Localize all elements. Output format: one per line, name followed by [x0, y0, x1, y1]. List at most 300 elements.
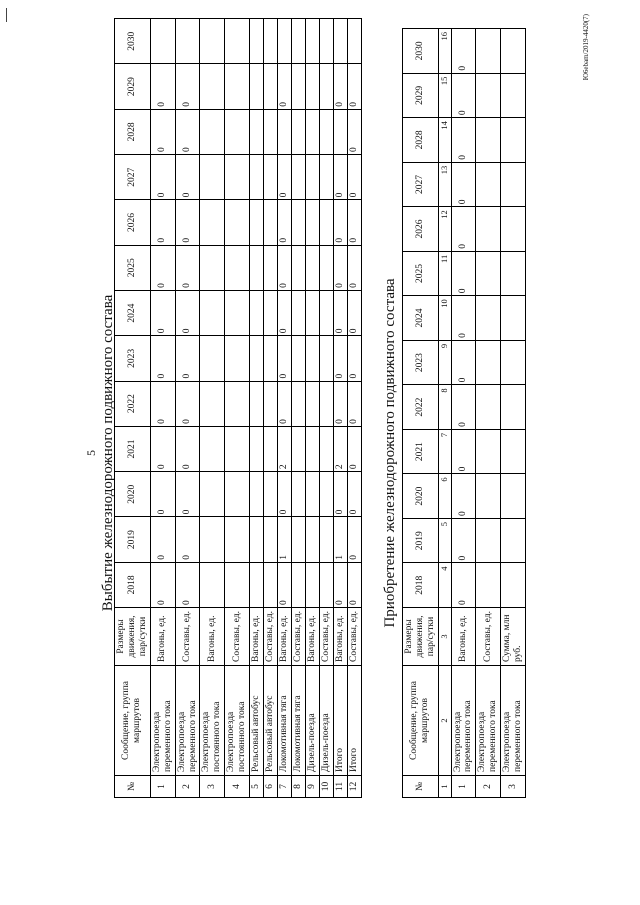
value-cell — [305, 381, 319, 426]
value-cell: 0 — [175, 471, 200, 516]
year-header: 2024 — [115, 290, 151, 335]
value-cell — [264, 109, 278, 154]
value-cell: 0 — [347, 199, 361, 244]
row-unit: Вагоны, ед. — [277, 607, 291, 665]
column-index: 15 — [438, 73, 451, 118]
value-cell — [319, 154, 333, 199]
value-cell: 0 — [333, 154, 347, 199]
year-header: 2018 — [403, 562, 439, 607]
value-cell — [200, 381, 225, 426]
value-cell — [501, 28, 526, 73]
value-cell — [476, 162, 501, 207]
value-cell — [319, 18, 333, 63]
value-cell: 0 — [150, 426, 175, 471]
value-cell — [476, 206, 501, 251]
row-number: 1 — [451, 775, 476, 797]
row-unit: Вагоны, ед. — [150, 607, 175, 665]
value-cell — [200, 516, 225, 561]
value-cell — [305, 426, 319, 471]
row-unit: Составы, ед. — [225, 607, 250, 665]
row-number: 1 — [150, 775, 175, 797]
value-cell: 0 — [451, 162, 476, 207]
value-cell: 2 — [333, 426, 347, 471]
column-index: 11 — [438, 251, 451, 296]
value-cell — [225, 562, 250, 607]
value-cell — [250, 63, 264, 108]
table-row — [150, 18, 175, 797]
value-cell — [200, 18, 225, 63]
row-number: 3 — [200, 775, 225, 797]
value-cell — [264, 426, 278, 471]
row-unit: Вагоны, ед. — [451, 607, 476, 665]
value-cell: 0 — [277, 245, 291, 290]
value-cell: 0 — [347, 471, 361, 516]
value-cell — [319, 63, 333, 108]
value-cell — [319, 109, 333, 154]
value-cell — [250, 335, 264, 380]
col-group: Сообщение, группа маршрутов — [115, 665, 151, 775]
table-row — [200, 18, 225, 797]
col-no: № — [403, 775, 439, 797]
value-cell: 0 — [333, 290, 347, 335]
year-header: 2021 — [403, 429, 439, 474]
value-cell: 0 — [150, 290, 175, 335]
row-group: Итого — [333, 665, 347, 775]
row-unit: Составы, ед. — [264, 607, 278, 665]
value-cell — [501, 518, 526, 563]
column-index: 6 — [438, 473, 451, 518]
year-header: 2025 — [115, 245, 151, 290]
margin-mark — [6, 8, 7, 22]
year-header: 2024 — [403, 295, 439, 340]
value-cell: 0 — [451, 28, 476, 73]
value-cell: 0 — [150, 562, 175, 607]
value-cell: 0 — [277, 154, 291, 199]
value-cell — [501, 295, 526, 340]
row-group: Дизель-поезда — [305, 665, 319, 775]
value-cell: 0 — [175, 109, 200, 154]
value-cell: 0 — [150, 63, 175, 108]
value-cell — [291, 562, 305, 607]
row-unit: Вагоны, ед. — [305, 607, 319, 665]
value-cell — [291, 290, 305, 335]
value-cell: 0 — [451, 384, 476, 429]
row-number: 3 — [501, 775, 526, 797]
value-cell — [305, 109, 319, 154]
value-cell — [277, 18, 291, 63]
value-cell — [476, 73, 501, 118]
value-cell — [250, 109, 264, 154]
value-cell — [476, 562, 501, 607]
value-cell — [319, 471, 333, 516]
value-cell: 0 — [150, 199, 175, 244]
row-unit: Сумма, млн руб. — [501, 607, 526, 665]
value-cell — [250, 471, 264, 516]
table-row — [291, 18, 305, 797]
value-cell — [501, 251, 526, 296]
value-cell — [250, 18, 264, 63]
value-cell: 0 — [347, 109, 361, 154]
value-cell — [305, 245, 319, 290]
year-header: 2023 — [403, 340, 439, 385]
row-group: Электропоезда переменного тока — [150, 665, 175, 775]
table-row — [277, 18, 291, 797]
year-header: 2025 — [403, 251, 439, 296]
value-cell — [501, 562, 526, 607]
row-group: Электропоезда переменного тока — [476, 665, 501, 775]
value-cell: 0 — [150, 154, 175, 199]
value-cell — [150, 18, 175, 63]
col-no: № — [115, 775, 151, 797]
value-cell — [476, 117, 501, 162]
value-cell — [476, 251, 501, 296]
row-group: Рельсовый автобус — [264, 665, 278, 775]
value-cell — [225, 199, 250, 244]
value-cell: 0 — [333, 471, 347, 516]
row-number: 5 — [250, 775, 264, 797]
table-row — [319, 18, 333, 797]
year-header: 2027 — [403, 162, 439, 207]
year-header: 2020 — [403, 473, 439, 518]
value-cell: 2 — [277, 426, 291, 471]
value-cell — [319, 562, 333, 607]
value-cell: 0 — [175, 154, 200, 199]
value-cell — [225, 426, 250, 471]
value-cell — [225, 290, 250, 335]
value-cell — [225, 245, 250, 290]
value-cell — [305, 63, 319, 108]
row-unit: Составы, ед. — [347, 607, 361, 665]
col-size: Размеры движения, пар/сутки — [403, 607, 439, 665]
value-cell — [225, 154, 250, 199]
table-row — [225, 18, 250, 797]
col-group: Сообщение, группа маршрутов — [403, 665, 439, 775]
value-cell — [305, 290, 319, 335]
table-row — [347, 18, 361, 797]
value-cell: 0 — [347, 335, 361, 380]
column-index: 5 — [438, 518, 451, 563]
table-row — [175, 18, 200, 797]
year-header: 2018 — [115, 562, 151, 607]
value-cell: 1 — [277, 516, 291, 561]
value-cell — [264, 471, 278, 516]
row-group: Электропоезда постоянного тока — [225, 665, 250, 775]
value-cell — [225, 109, 250, 154]
value-cell: 0 — [175, 381, 200, 426]
value-cell: 0 — [333, 63, 347, 108]
value-cell — [501, 206, 526, 251]
row-number: 4 — [225, 775, 250, 797]
value-cell: 0 — [175, 63, 200, 108]
value-cell — [501, 162, 526, 207]
page-number: 5 — [84, 449, 98, 456]
value-cell — [319, 381, 333, 426]
value-cell — [250, 381, 264, 426]
value-cell — [200, 109, 225, 154]
value-cell: 0 — [333, 199, 347, 244]
value-cell — [264, 290, 278, 335]
value-cell — [476, 429, 501, 474]
value-cell — [264, 381, 278, 426]
value-cell: 0 — [451, 518, 476, 563]
column-index: 14 — [438, 117, 451, 162]
value-cell — [225, 381, 250, 426]
value-cell: 0 — [451, 251, 476, 296]
year-header: 2030 — [115, 18, 151, 63]
column-index: 1 — [438, 775, 451, 797]
column-index: 8 — [438, 384, 451, 429]
value-cell: 0 — [333, 562, 347, 607]
value-cell — [264, 516, 278, 561]
value-cell: 0 — [347, 290, 361, 335]
value-cell: 0 — [347, 154, 361, 199]
value-cell — [250, 199, 264, 244]
table-row — [250, 18, 264, 797]
year-header: 2023 — [115, 335, 151, 380]
value-cell — [501, 340, 526, 385]
col-size: Размеры движения, пар/сутки — [115, 607, 151, 665]
value-cell — [476, 28, 501, 73]
column-index: 16 — [438, 28, 451, 73]
row-group: Локомотивная тяга — [291, 665, 305, 775]
year-header: 2022 — [403, 384, 439, 429]
value-cell — [476, 384, 501, 429]
year-header: 2030 — [403, 28, 439, 73]
value-cell — [250, 562, 264, 607]
value-cell — [225, 516, 250, 561]
value-cell: 0 — [347, 63, 361, 108]
year-header: 2026 — [403, 206, 439, 251]
value-cell: 0 — [277, 290, 291, 335]
value-cell: 0 — [333, 245, 347, 290]
row-group: Электропоезда переменного тока — [175, 665, 200, 775]
value-cell — [501, 473, 526, 518]
value-cell: 0 — [150, 381, 175, 426]
year-header: 2028 — [403, 117, 439, 162]
value-cell: 0 — [451, 73, 476, 118]
value-cell — [291, 109, 305, 154]
value-cell — [250, 290, 264, 335]
value-cell — [501, 117, 526, 162]
value-cell — [291, 63, 305, 108]
value-cell: 0 — [451, 295, 476, 340]
value-cell: 0 — [277, 381, 291, 426]
value-cell — [291, 516, 305, 561]
value-cell: 0 — [150, 516, 175, 561]
value-cell — [476, 340, 501, 385]
row-group: Итого — [347, 665, 361, 775]
year-header: 2020 — [115, 471, 151, 516]
value-cell — [277, 109, 291, 154]
value-cell — [501, 429, 526, 474]
value-cell — [225, 18, 250, 63]
row-group: Электропоезда переменного тока — [451, 665, 476, 775]
table-row — [501, 28, 526, 797]
running-header: Ю6ebam/2019-4420(7) — [582, 13, 590, 80]
value-cell: 0 — [175, 199, 200, 244]
value-cell — [291, 426, 305, 471]
value-cell — [250, 245, 264, 290]
year-header: 2029 — [403, 73, 439, 118]
row-unit: Составы, ед. — [319, 607, 333, 665]
value-cell: 0 — [150, 245, 175, 290]
value-cell: 0 — [451, 117, 476, 162]
value-cell — [264, 335, 278, 380]
value-cell — [305, 18, 319, 63]
year-header: 2029 — [115, 63, 151, 108]
value-cell: 0 — [175, 335, 200, 380]
value-cell — [264, 199, 278, 244]
value-cell — [175, 18, 200, 63]
value-cell — [319, 290, 333, 335]
value-cell — [264, 562, 278, 607]
row-unit: Составы, ед. — [476, 607, 501, 665]
row-number: 12 — [347, 775, 361, 797]
value-cell — [225, 335, 250, 380]
row-unit: Вагоны, ед. — [250, 607, 264, 665]
year-header: 2026 — [115, 199, 151, 244]
value-cell — [200, 562, 225, 607]
value-cell — [319, 245, 333, 290]
acquisition-table — [402, 28, 526, 798]
value-cell — [264, 245, 278, 290]
value-cell — [319, 516, 333, 561]
value-cell — [291, 154, 305, 199]
value-cell: 0 — [277, 471, 291, 516]
value-cell — [200, 63, 225, 108]
value-cell: 0 — [175, 290, 200, 335]
value-cell: 0 — [347, 426, 361, 471]
value-cell — [200, 245, 225, 290]
row-number: 9 — [305, 775, 319, 797]
value-cell: 0 — [451, 562, 476, 607]
row-number: 10 — [319, 775, 333, 797]
value-cell: 0 — [277, 562, 291, 607]
row-number: 11 — [333, 775, 347, 797]
row-number: 2 — [175, 775, 200, 797]
table-row — [451, 28, 476, 797]
row-unit: Составы, ед. — [291, 607, 305, 665]
year-header: 2019 — [403, 518, 439, 563]
value-cell: 0 — [150, 471, 175, 516]
value-cell — [225, 471, 250, 516]
value-cell — [200, 199, 225, 244]
value-cell: 0 — [277, 63, 291, 108]
table2-title: Приобретение железнодорожного подвижного состава — [382, 277, 398, 628]
value-cell — [476, 473, 501, 518]
value-cell — [291, 245, 305, 290]
value-cell: 0 — [451, 340, 476, 385]
value-cell — [476, 295, 501, 340]
value-cell — [501, 73, 526, 118]
value-cell — [264, 154, 278, 199]
value-cell: 0 — [175, 562, 200, 607]
year-header: 2021 — [115, 426, 151, 471]
value-cell: 0 — [451, 429, 476, 474]
value-cell: 1 — [333, 516, 347, 561]
table-row — [305, 18, 319, 797]
value-cell: 0 — [333, 381, 347, 426]
disposal-table — [114, 18, 362, 798]
row-group: Локомотивная тяга — [277, 665, 291, 775]
column-index: 13 — [438, 162, 451, 207]
value-cell — [333, 18, 347, 63]
value-cell: 0 — [150, 109, 175, 154]
value-cell — [291, 199, 305, 244]
value-cell — [291, 335, 305, 380]
value-cell — [291, 381, 305, 426]
value-cell — [200, 426, 225, 471]
value-cell — [305, 335, 319, 380]
row-group: Рельсовый автобус — [250, 665, 264, 775]
row-number: 7 — [277, 775, 291, 797]
value-cell: 0 — [175, 426, 200, 471]
value-cell: 0 — [175, 245, 200, 290]
row-unit: Составы, ед. — [175, 607, 200, 665]
column-index: 7 — [438, 429, 451, 474]
value-cell — [347, 18, 361, 63]
rotated-page — [40, 8, 600, 898]
year-header: 2019 — [115, 516, 151, 561]
value-cell — [305, 562, 319, 607]
table-row — [264, 18, 278, 797]
column-index: 10 — [438, 295, 451, 340]
column-index: 9 — [438, 340, 451, 385]
table-row — [476, 28, 501, 797]
row-number: 6 — [264, 775, 278, 797]
row-unit: Вагоны, ед. — [333, 607, 347, 665]
year-header: 2022 — [115, 381, 151, 426]
value-cell — [305, 199, 319, 244]
value-cell — [319, 335, 333, 380]
value-cell: 0 — [347, 381, 361, 426]
row-unit: Вагоны, ед. — [200, 607, 225, 665]
value-cell — [291, 18, 305, 63]
value-cell — [250, 154, 264, 199]
value-cell — [200, 471, 225, 516]
value-cell — [250, 516, 264, 561]
value-cell — [501, 384, 526, 429]
row-group: Электропоезда постоянного тока — [200, 665, 225, 775]
value-cell: 0 — [451, 206, 476, 251]
value-cell: 0 — [347, 245, 361, 290]
value-cell — [333, 109, 347, 154]
value-cell — [319, 199, 333, 244]
value-cell: 0 — [175, 516, 200, 561]
year-header: 2027 — [115, 154, 151, 199]
value-cell — [305, 154, 319, 199]
value-cell — [305, 471, 319, 516]
column-index: 3 — [438, 607, 451, 665]
table-row — [333, 18, 347, 797]
value-cell — [476, 518, 501, 563]
table1-title: Выбытие железнодорожного подвижного состава — [100, 294, 116, 611]
value-cell — [250, 426, 264, 471]
value-cell — [264, 18, 278, 63]
column-index: 4 — [438, 562, 451, 607]
column-index: 2 — [438, 665, 451, 775]
value-cell: 0 — [347, 562, 361, 607]
value-cell: 0 — [333, 335, 347, 380]
value-cell: 0 — [150, 335, 175, 380]
value-cell — [264, 63, 278, 108]
row-group: Дизель-поезда — [319, 665, 333, 775]
value-cell — [319, 426, 333, 471]
value-cell — [200, 335, 225, 380]
year-header: 2028 — [115, 109, 151, 154]
row-number: 8 — [291, 775, 305, 797]
value-cell — [200, 290, 225, 335]
